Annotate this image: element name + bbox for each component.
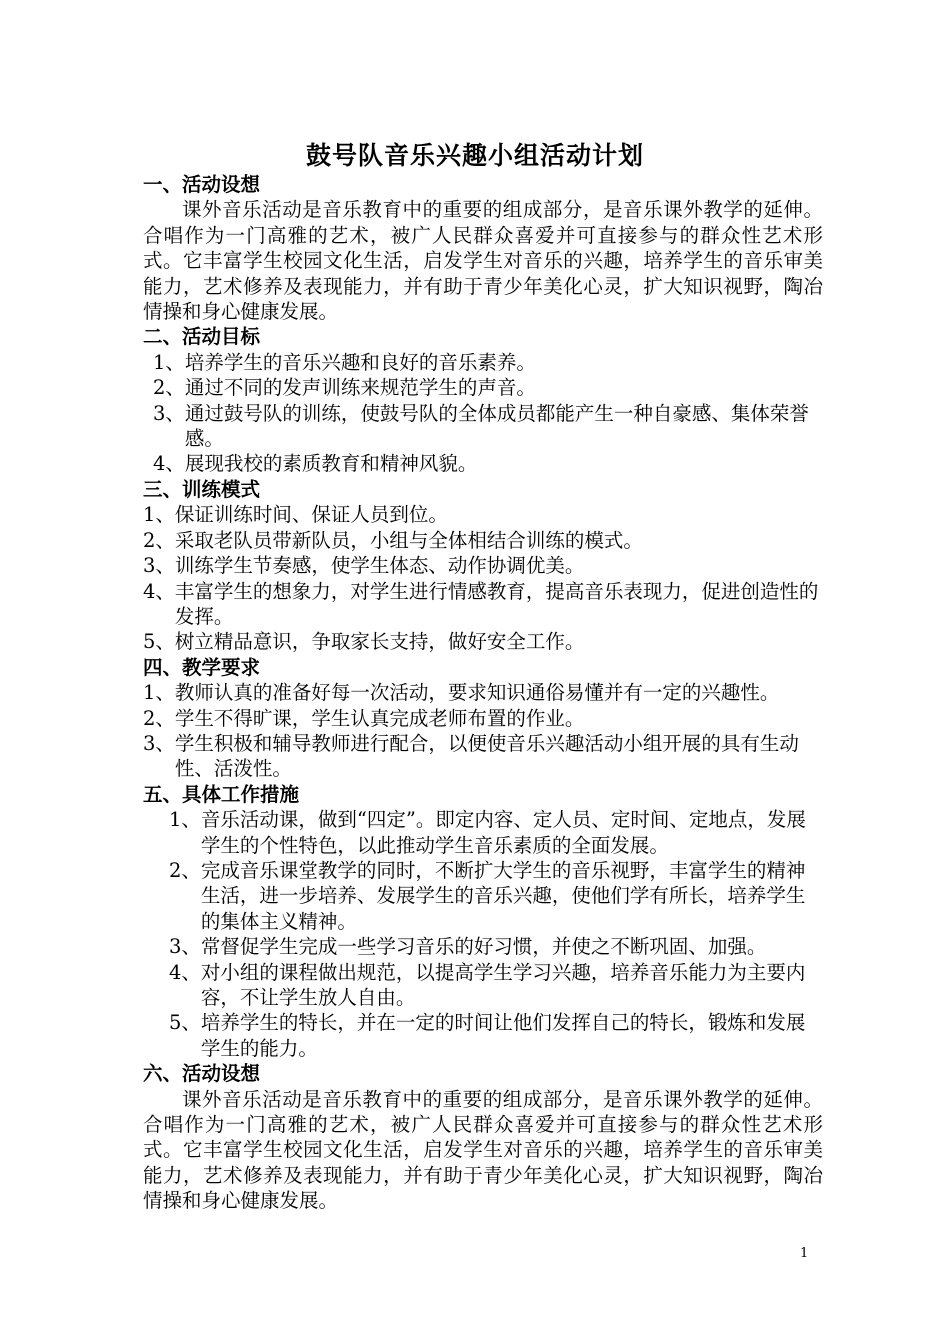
list-number: 3、	[153, 401, 185, 425]
list-text: 教师认真的准备好每一次活动，要求知识通俗易懂并有一定的兴趣性。	[174, 681, 780, 705]
list-item	[143, 502, 823, 527]
list-text: 常督促学生完成一些学习音乐的好习惯，并使之不断巩固、加强。	[200, 935, 767, 959]
list-number: 2、	[143, 706, 175, 730]
list-text: 通过鼓号队的训练，使鼓号队的全体成员都能产生一种自豪感、集体荣誉感。	[184, 401, 809, 451]
list-text: 通过不同的发声训练来规范学生的声音。	[184, 376, 536, 400]
list-number: 1、	[143, 503, 175, 527]
list-text: 展现我校的素质教育和精神风貌。	[184, 452, 478, 476]
page-number: 1	[800, 1246, 809, 1261]
list-text: 树立精品意识，争取家长支持，做好安全工作。	[174, 630, 585, 654]
list-number: 2、	[153, 376, 185, 400]
section-heading: 二、活动目标	[143, 325, 261, 349]
list-number: 4、	[169, 960, 201, 984]
list-text: 完成音乐课堂教学的同时，不断扩大学生的音乐视野，丰富学生的精神生活，进一步培养、发展学生的音乐兴趣，使他们学有所长，培养学生的集体主义精神。	[200, 858, 806, 933]
list-text: 采取老队员带新队员，小组与全体相结合训练的模式。	[174, 528, 643, 552]
paragraph: 课外音乐活动是音乐教育中的重要的组成部分，是音乐课外教学的延伸。合唱作为一门高雅的艺术，被广人民群众喜爱并可直接参与的群众性艺术形式。它丰富学生校园文化生活，启发学生对音乐的兴趣，培养学生的音乐审美能力，艺术修养及表现能力，并有助于青少年美化心灵，扩大知识视野，陶冶情操和身心健康发展。	[143, 198, 823, 324]
paragraph: 课外音乐活动是音乐教育中的重要的组成部分，是音乐课外教学的延伸。合唱作为一门高雅的艺术，被广人民群众喜爱并可直接参与的群众性艺术形式。它丰富学生校园文化生活，启发学生对音乐的兴趣，培养学生的音乐审美能力，艺术修养及表现能力，并有助于青少年美化心灵，扩大知识视野，陶冶情操和身心健康发展。	[143, 1087, 823, 1213]
list-item	[143, 731, 823, 782]
list-item	[143, 629, 823, 654]
section-heading: 四、教学要求	[143, 655, 261, 679]
list-item	[143, 579, 823, 630]
list-number: 3、	[143, 554, 175, 578]
document-body	[143, 172, 823, 1214]
list-number: 5、	[143, 630, 175, 654]
list-item	[143, 934, 823, 959]
list-item	[143, 553, 823, 578]
list-text: 音乐活动课，做到“四定”。即定内容、定人员、定时间、定地点，发展学生的个性特色，以此推动学生音乐素质的全面发展。	[200, 808, 806, 857]
list-text: 保证训练时间、保证人员到位。	[174, 503, 448, 527]
list-number: 4、	[153, 452, 185, 476]
list-text: 学生不得旷课，学生认真完成老师布置的作业。	[174, 706, 585, 730]
list-item	[143, 680, 823, 705]
list-text: 培养学生的特长，并在一定的时间让他们发挥自己的特长，锻炼和发展学生的能力。	[200, 1011, 806, 1060]
list-number: 3、	[143, 731, 175, 755]
section-heading: 六、活动设想	[143, 1062, 261, 1086]
list-number: 5、	[169, 1011, 201, 1035]
list-text: 丰富学生的想象力，对学生进行情感教育，提高音乐表现力，促进创造性的发挥。	[174, 579, 819, 628]
list-item	[143, 375, 823, 400]
list-item	[143, 807, 823, 858]
list-text: 培养学生的音乐兴趣和良好的音乐素养。	[184, 350, 536, 374]
section-heading: 一、活动设想	[143, 173, 261, 196]
list-item	[143, 528, 823, 553]
list-item	[143, 451, 823, 476]
list-text: 对小组的课程做出规范，以提高学生学习兴趣，培养音乐能力为主要内容，不让学生放人自由。	[200, 960, 806, 1009]
list-item	[143, 1010, 823, 1061]
list-text: 训练学生节奏感，使学生体态、动作协调优美。	[174, 554, 585, 578]
list-number: 1、	[153, 350, 185, 374]
list-number: 1、	[169, 808, 201, 832]
list-number: 4、	[143, 579, 175, 603]
list-item	[143, 960, 823, 1011]
list-number: 3、	[169, 935, 201, 959]
list-item	[143, 858, 823, 934]
section-heading: 三、训练模式	[143, 477, 261, 501]
list-number: 2、	[169, 858, 201, 882]
list-item	[143, 350, 823, 375]
list-number: 2、	[143, 528, 175, 552]
list-item	[143, 706, 823, 731]
list-text: 学生积极和辅导教师进行配合，以便使音乐兴趣活动小组开展的具有生动性、活泼性。	[174, 731, 799, 781]
list-item	[143, 401, 823, 452]
list-number: 1、	[143, 681, 175, 705]
document-title: 鼓号队音乐兴趣小组活动计划	[305, 141, 644, 170]
section-heading: 五、具体工作措施	[143, 782, 300, 806]
